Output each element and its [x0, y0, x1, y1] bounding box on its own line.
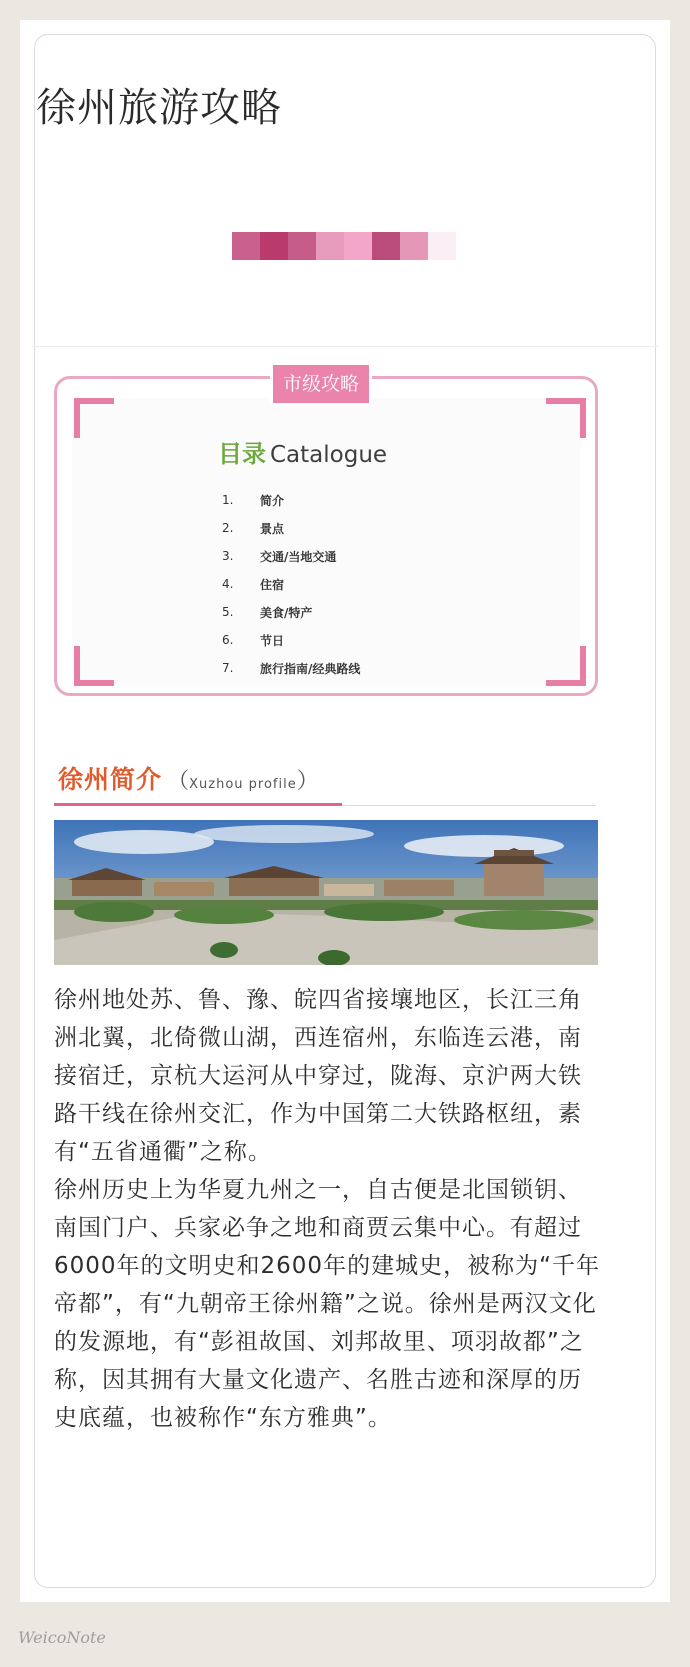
catalogue-item — [222, 486, 360, 514]
mosaic-image — [232, 232, 456, 260]
mosaic-pixel — [400, 232, 428, 260]
item-number: 2. — [222, 521, 234, 535]
item-text: 节日 — [260, 633, 285, 648]
paren-close: ） — [296, 769, 319, 794]
mosaic-pixel — [316, 232, 344, 260]
city-photo — [54, 820, 598, 965]
paren-open: （ — [167, 769, 190, 794]
catalogue-item — [222, 514, 360, 542]
page-title: 徐州旅游攻略 — [36, 85, 282, 131]
catalogue-item — [222, 570, 360, 598]
catalogue-tag: 市级攻略 — [270, 362, 372, 406]
item-number: 4. — [222, 577, 234, 591]
app-watermark: WeicoNote — [18, 1628, 106, 1647]
mosaic-pixel — [372, 232, 400, 260]
catalogue-item — [222, 654, 360, 682]
corner-bracket-bottom-left — [74, 646, 114, 686]
heading-underline — [54, 803, 342, 806]
corner-bracket-bottom-right — [546, 646, 586, 686]
item-text: 住宿 — [260, 577, 285, 592]
catalogue-item — [222, 598, 360, 626]
profile-body — [54, 981, 602, 1437]
profile-heading — [58, 760, 319, 796]
item-text: 景点 — [260, 521, 285, 536]
mosaic-pixel — [428, 232, 456, 260]
item-text: 简介 — [260, 493, 285, 508]
item-number: 1. — [222, 493, 234, 507]
catalogue-item — [222, 542, 360, 570]
item-text: 旅行指南/经典路线 — [260, 661, 361, 676]
mosaic-pixel — [232, 232, 260, 260]
profile-subtitle: Xuzhou profile — [189, 777, 297, 792]
item-text: 交通/当地交通 — [260, 549, 337, 564]
corner-bracket-top-left — [74, 398, 114, 438]
catalogue-heading-en: Catalogue — [270, 442, 388, 468]
profile-title: 徐州简介 — [58, 765, 163, 794]
profile-paragraph: 徐州历史上为华夏九州之一，自古便是北国锁钥、南国门户、兵家必争之地和商贾云集中心。有超过6000年的文明史和2600年的建城史，被称为“千年帝都”，有“九朝帝王徐州籍”之说。徐州是两汉文化的发源地，有“彭祖故国、刘邦故里、项羽故都”之称，因其拥有大量文化遗产、名胜古迹和深厚的历史底蕴，也被称作“东方雅典”。 — [54, 1177, 600, 1431]
mosaic-pixel — [260, 232, 288, 260]
catalogue-heading-zh: 目录 — [218, 440, 266, 468]
mosaic-pixel — [288, 232, 316, 260]
item-text: 美食/特产 — [260, 605, 313, 620]
item-number: 7. — [222, 661, 234, 675]
profile-paragraph: 徐州地处苏、鲁、豫、皖四省接壤地区，长江三角洲北翼，北倚微山湖，西连宿州，东临连云港，南接宿迁，京杭大运河从中穿过，陇海、京沪两大铁路干线在徐州交汇，作为中国第二大铁路枢纽，素有“五省通衢”之称。 — [54, 987, 582, 1165]
heading-rule — [342, 805, 596, 806]
catalogue-heading — [218, 434, 387, 469]
catalogue-item — [222, 626, 360, 654]
corner-bracket-top-right — [546, 398, 586, 438]
item-number: 6. — [222, 633, 234, 647]
item-number: 5. — [222, 605, 234, 619]
mosaic-pixel — [344, 232, 372, 260]
catalogue-list — [222, 486, 360, 682]
divider — [32, 346, 658, 347]
item-number: 3. — [222, 549, 234, 563]
